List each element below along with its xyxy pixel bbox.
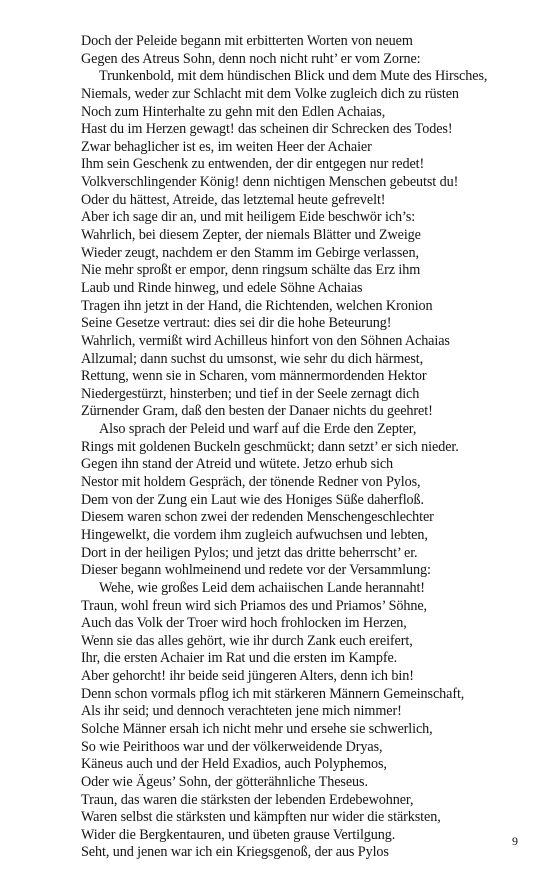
text-line: Wieder zeugt, nachdem er den Stamm im Gebirge verlassen,: [81, 244, 419, 261]
text-line: Niemals, weder zur Schlacht mit dem Volke zugleich dich zu rüsten: [81, 85, 459, 102]
page-number: 9: [512, 834, 518, 848]
text-line: Solche Männer ersah ich nicht mehr und ersehe sie schwerlich,: [81, 720, 433, 737]
text-line: Oder wie Ägeus’ Sohn, der götterähnliche Theseus.: [81, 773, 368, 790]
text-line: Hingewelkt, die vordem ihm zugleich aufwuchsen und lebten,: [81, 526, 428, 543]
text-line: Gegen des Atreus Sohn, denn noch nicht ruht’ er vom Zorne:: [81, 50, 421, 67]
text-line: Käneus auch und der Held Exadios, auch Polyphemos,: [81, 756, 387, 773]
text-line: Wenn sie das alles gehört, wie ihr durch Zank euch ereifert,: [81, 632, 413, 649]
text-line: Wahrlich, vermißt wird Achilleus hinfort von den Söhnen Achaias: [81, 332, 450, 349]
text-line: Allzumal; dann suchst du umsonst, wie sehr du dich härmest,: [81, 350, 424, 367]
text-line: Auch das Volk der Troer wird hoch frohlocken im Herzen,: [81, 615, 407, 632]
text-line: Nestor mit holdem Gespräch, der tönende Redner von Pylos,: [81, 474, 421, 491]
text-line: Seine Gesetze vertraut: dies sei dir die hohe Beteurung!: [81, 315, 392, 332]
text-line: Traun, das waren die stärksten der lebenden Erdebewohner,: [81, 791, 414, 808]
poem-text-block: [81, 33, 521, 862]
text-line: Traun, wohl freun wird sich Priamos des und Priamos’ Söhne,: [81, 597, 428, 614]
text-line: Zürnender Gram, daß den besten der Danaer nichts du geehret!: [81, 403, 433, 420]
text-line: Zwar behaglicher ist es, im weiten Heer der Achaier: [81, 138, 372, 155]
text-line: Also sprach der Peleid und warf auf die Erde den Zepter,: [99, 421, 417, 438]
text-line: Dem von der Zung ein Laut wie des Honiges Süße daherfloß.: [81, 491, 424, 508]
text-line: Waren selbst die stärksten und kämpften nur wider die stärksten,: [81, 809, 441, 826]
text-line: Doch der Peleide begann mit erbitterten Worten von neuem: [81, 33, 413, 49]
text-line: Trunkenbold, mit dem hündischen Blick und dem Mute des Hirsches,: [99, 68, 488, 85]
text-line: So wie Peirithoos war und der völkerweidende Dryas,: [81, 738, 383, 755]
text-line: Dieser begann wohlmeinend und redete vor der Versammlung:: [81, 562, 431, 579]
text-line: Wider die Bergkentauren, und übeten grause Vertilgung.: [81, 826, 396, 843]
text-line: Aber gehorcht! ihr beide seid jüngeren Alters, denn ich bin!: [81, 668, 414, 685]
text-line: Tragen ihn jetzt in der Hand, die Richtenden, welchen Kronion: [81, 297, 433, 314]
text-line: Noch zum Hinterhalte zu gehn mit den Edlen Achaias,: [81, 103, 386, 120]
text-line: Seht, und jenen war ich ein Kriegsgenoß, der aus Pylos: [81, 844, 389, 861]
text-line: Rings mit goldenen Buckeln geschmückt; dann setzt’ er sich nieder.: [81, 438, 459, 455]
text-line: Niedergestürzt, hinsterben; und tief in der Seele zernagt dich: [81, 385, 420, 402]
text-line: Nie mehr sproßt er empor, denn ringsum schälte das Erz ihm: [81, 262, 421, 279]
text-line: Laub und Rinde hinweg, und edele Söhne Achaias: [81, 279, 363, 296]
text-line: Aber ich sage dir an, und mit heiligem Eide beschwör ich’s:: [81, 209, 416, 226]
text-line: Rettung, wenn sie in Scharen, vom männermordenden Hektor: [81, 368, 427, 385]
text-line: Diesem waren schon zwei der redenden Menschengeschlechter: [81, 509, 434, 526]
text-line: Ihm sein Geschenk zu entwenden, der dir entgegen nur redet!: [81, 156, 425, 173]
text-line: Hast du im Herzen gewagt! das scheinen dir Schrecken des Todes!: [81, 121, 453, 138]
text-line: Dort in der heiligen Pylos; und jetzt das dritte beherrscht’ er.: [81, 544, 418, 561]
text-line: Oder du hättest, Atreide, das letztemal heute gefrevelt!: [81, 191, 386, 208]
text-line: Als ihr seid; und dennoch verachteten jene mich nimmer!: [81, 703, 402, 720]
text-line: Wahrlich, bei diesem Zepter, der niemals Blätter und Zweige: [81, 227, 421, 244]
text-line: Denn schon vormals pflog ich mit stärkeren Männern Gemeinschaft,: [81, 685, 465, 702]
text-line: Wehe, wie großes Leid dem achaiischen Lande herannaht!: [99, 579, 425, 596]
text-line: Volkverschlingender König! denn nichtigen Menschen gebeutst du!: [81, 174, 459, 191]
text-line: Ihr, die ersten Achaier im Rat und die ersten im Kampfe.: [81, 650, 398, 667]
text-line: Gegen ihn stand der Atreid und wütete. Jetzo erhub sich: [81, 456, 394, 473]
